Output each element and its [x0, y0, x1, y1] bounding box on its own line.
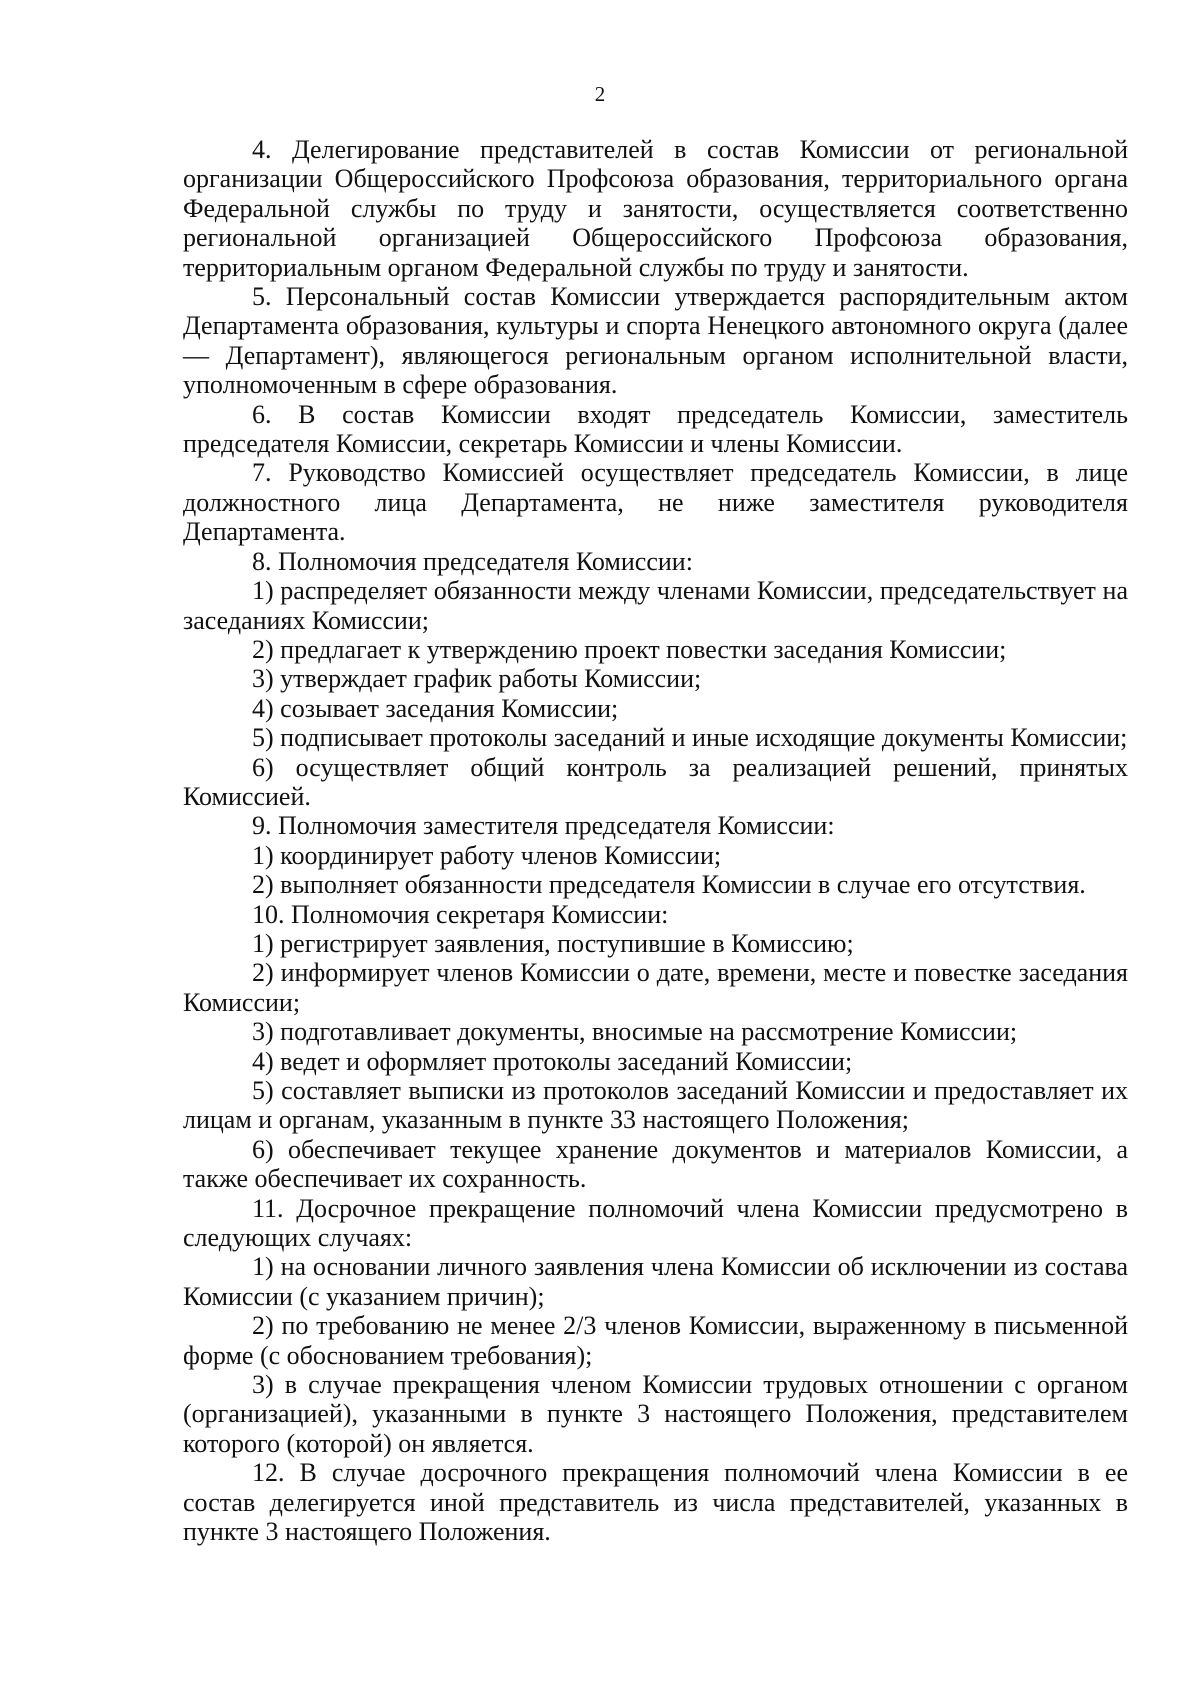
- page-number: 2: [594, 82, 606, 106]
- list-item: 6) осуществляет общий контроль за реализацией решений, принятых Комиссией.: [183, 752, 1128, 811]
- list-item: 2) по требованию не менее 2/3 членов Комиссии, выраженному в письменной форме (с обоснованием требования);: [183, 1311, 1128, 1370]
- list-item: 2) выполняет обязанности председателя Комиссии в случае его отсутствия.: [252, 870, 1086, 900]
- list-item: 3) утверждает график работы Комиссии;: [252, 664, 702, 694]
- list-item: 4) созывает заседания Комиссии;: [252, 693, 619, 723]
- list-item: 3) подготавливает документы, вносимые на рассмотрение Комиссии;: [252, 1017, 1018, 1047]
- list-item: 5) составляет выписки из протоколов заседаний Комиссии и предоставляет их лицам и органам, указанным в пункте 33 настоящего Положения;: [183, 1076, 1128, 1135]
- list-item: 1) на основании личного заявления члена Комиссии об исключении из состава Комиссии (с указанием причин);: [183, 1252, 1128, 1311]
- paragraph-8-chair-powers: 8. Полномочия председателя Комиссии:: [252, 546, 693, 576]
- list-item: 3) в случае прекращения членом Комиссии трудовых отношении с органом (организацией), указанными в пункте 3 настоящего Положения, представителем которого (которой) он является.: [183, 1370, 1128, 1458]
- paragraph-4-delegation: 4. Делегирование представителей в состав Комиссии от региональной организации Общероссийского Профсоюза образования, территориального органа Федеральной службы по труду и занятости, осуществляется соответственно региональной организацией Общероссийского Профсоюза образования, территориальным органом Федеральной службы по труду и занятости.: [183, 135, 1128, 282]
- list-item: 4) ведет и оформляет протоколы заседаний Комиссии;: [252, 1046, 853, 1076]
- paragraph-5-composition: 5. Персональный состав Комиссии утверждается распорядительным актом Департамента образования, культуры и спорта Ненецкого автономного округа (далее — Департамент), являющегося региональным органом исполнительной власти, уполномоченным в сфере образования.: [183, 282, 1128, 400]
- list-item: 1) регистрирует заявления, поступившие в Комиссию;: [252, 928, 854, 958]
- paragraph-12-replacement: 12. В случае досрочного прекращения полномочий члена Комиссии в ее состав делегируется иной представитель из числа представителей, указанных в пункте 3 настоящего Положения.: [183, 1458, 1128, 1547]
- paragraph-10-secretary-powers: 10. Полномочия секретаря Комиссии:: [252, 899, 669, 929]
- list-item: 6) обеспечивает текущее хранение документов и материалов Комиссии, а также обеспечивает их сохранность.: [183, 1134, 1128, 1194]
- paragraph-6-members: 6. В состав Комиссии входят председатель Комиссии, заместитель председателя Комиссии, секретарь Комиссии и члены Комиссии.: [183, 399, 1128, 459]
- list-item: 1) распределяет обязанности между членами Комиссии, председательствует на заседаниях Комиссии;: [183, 576, 1128, 635]
- paragraph-9-deputy-powers: 9. Полномочия заместителя председателя Комиссии:: [252, 811, 835, 841]
- list-item: 2) предлагает к утверждению проект повестки заседания Комиссии;: [252, 634, 1007, 664]
- list-item: 5) подписывает протоколы заседаний и иные исходящие документы Комиссии;: [252, 723, 1128, 753]
- paragraph-11-early-termination: 11. Досрочное прекращение полномочий члена Комиссии предусмотрено в следующих случаях:: [183, 1193, 1128, 1253]
- paragraph-7-leadership: 7. Руководство Комиссией осуществляет председатель Комиссии, в лице должностного лица Департамента, не ниже заместителя руководителя Департамента.: [183, 458, 1128, 547]
- list-item: 2) информирует членов Комиссии о дате, времени, месте и повестке заседания Комиссии;: [183, 958, 1128, 1017]
- document-body: [183, 135, 1128, 1547]
- list-item: 1) координирует работу членов Комиссии;: [252, 840, 722, 870]
